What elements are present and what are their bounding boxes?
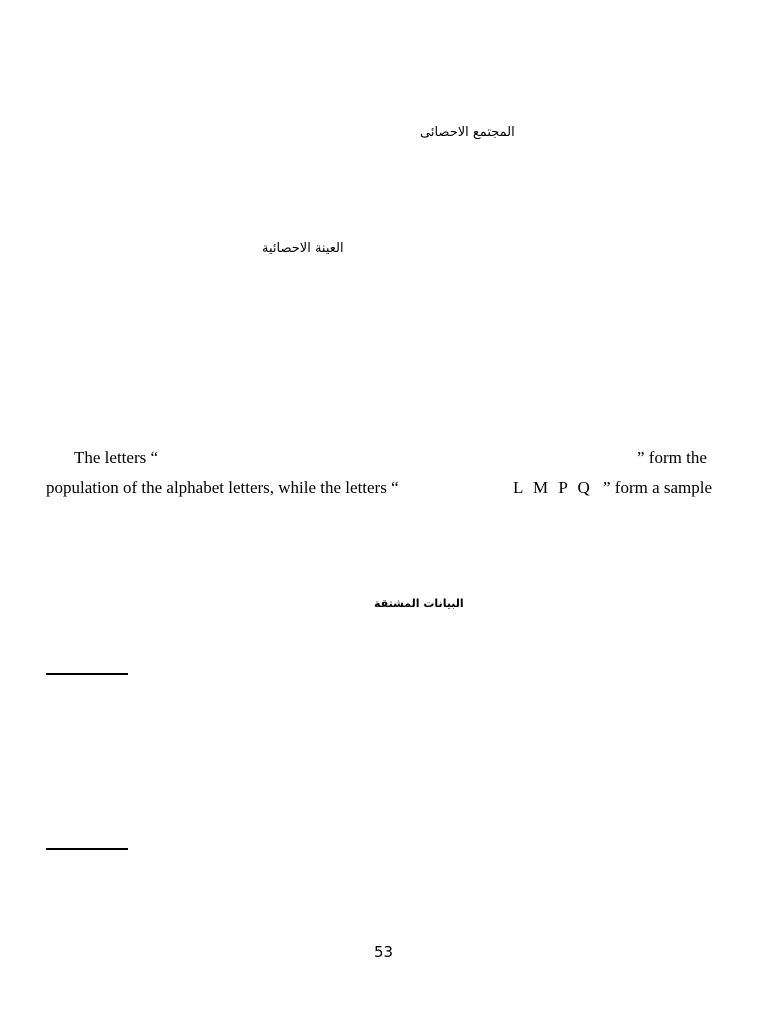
heading-statistical-sample: العينة الاحصائية [262,241,344,256]
heading-statistical-population: المجتمع الاحصائى [420,125,515,140]
underline-rule [46,848,128,850]
paragraph-line1-start: The letters “ [74,448,159,467]
underline-rule [46,673,128,675]
sample-letters: L M P Q [513,478,590,497]
heading-derived-data: البيانات المشتقة [374,597,464,610]
paragraph-line2-end: ” form a sample [603,478,713,497]
paragraph-line1-end: ” form the [637,448,707,467]
page-number: 53 [374,943,394,961]
paragraph-line2-start: population of the alphabet letters, while the letters “ [46,478,399,497]
